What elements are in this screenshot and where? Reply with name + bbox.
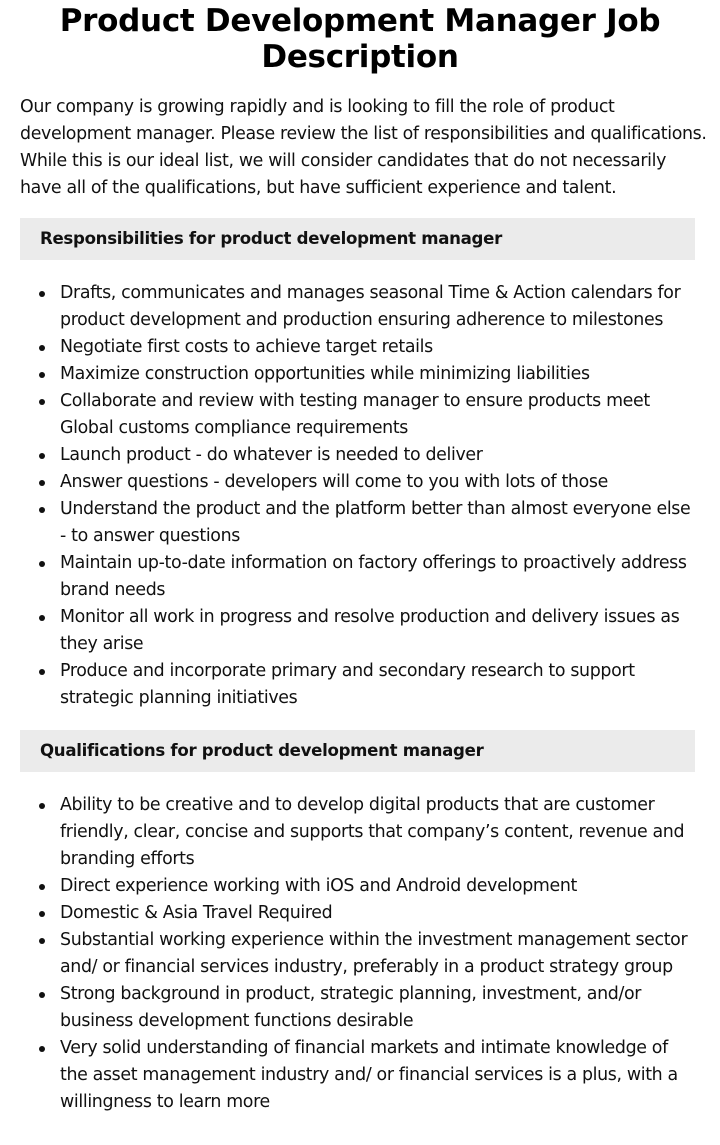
list-item: Understand the product and the platform better than almost everyone else - to answer questions: [60, 496, 698, 550]
list-item: Negotiate first costs to achieve target retails: [60, 334, 698, 361]
responsibilities-list: [20, 280, 698, 712]
list-item: Domestic & Asia Travel Required: [60, 900, 698, 927]
list-item: Answer questions - developers will come to you with lots of those: [60, 469, 698, 496]
qualifications-list: [20, 792, 698, 1116]
list-item: Maximize construction opportunities while minimizing liabilities: [60, 361, 698, 388]
responsibilities-heading: Responsibilities for product development manager: [20, 218, 695, 260]
list-item: Substantial working experience within the investment management sector and/ or financial services industry, preferably in a product strategy group: [60, 927, 698, 981]
qualifications-heading: Qualifications for product development manager: [20, 730, 695, 772]
list-item: Monitor all work in progress and resolve production and delivery issues as they arise: [60, 604, 698, 658]
list-item: Very solid understanding of financial markets and intimate knowledge of the asset management industry and/ or financial services is a plus, with a willingness to learn more: [60, 1035, 698, 1116]
list-item: Drafts, communicates and manages seasonal Time & Action calendars for product development and production ensuring adherence to milestones: [60, 280, 698, 334]
list-item: Strong background in product, strategic planning, investment, and/or business development functions desirable: [60, 981, 698, 1035]
list-item: Direct experience working with iOS and Android development: [60, 873, 698, 900]
intro-paragraph: Our company is growing rapidly and is looking to fill the role of product development manager. Please review the list of responsibilities and qualifications. While this is our ideal list, we will consider candidates that do not necessarily have all of the qualifications, but have sufficient experience and talent.: [20, 97, 707, 198]
list-item: Launch product - do whatever is needed to deliver: [60, 442, 698, 469]
list-item: Collaborate and review with testing manager to ensure products meet Global customs compliance requirements: [60, 388, 698, 442]
list-item: Produce and incorporate primary and secondary research to support strategic planning initiatives: [60, 658, 698, 712]
list-item: Maintain up-to-date information on factory offerings to proactively address brand needs: [60, 550, 698, 604]
list-item: Ability to be creative and to develop digital products that are customer friendly, clear, concise and supports that company’s content, revenue and branding efforts: [60, 792, 698, 873]
page-title: Product Development Manager Job Description: [59, 3, 661, 75]
